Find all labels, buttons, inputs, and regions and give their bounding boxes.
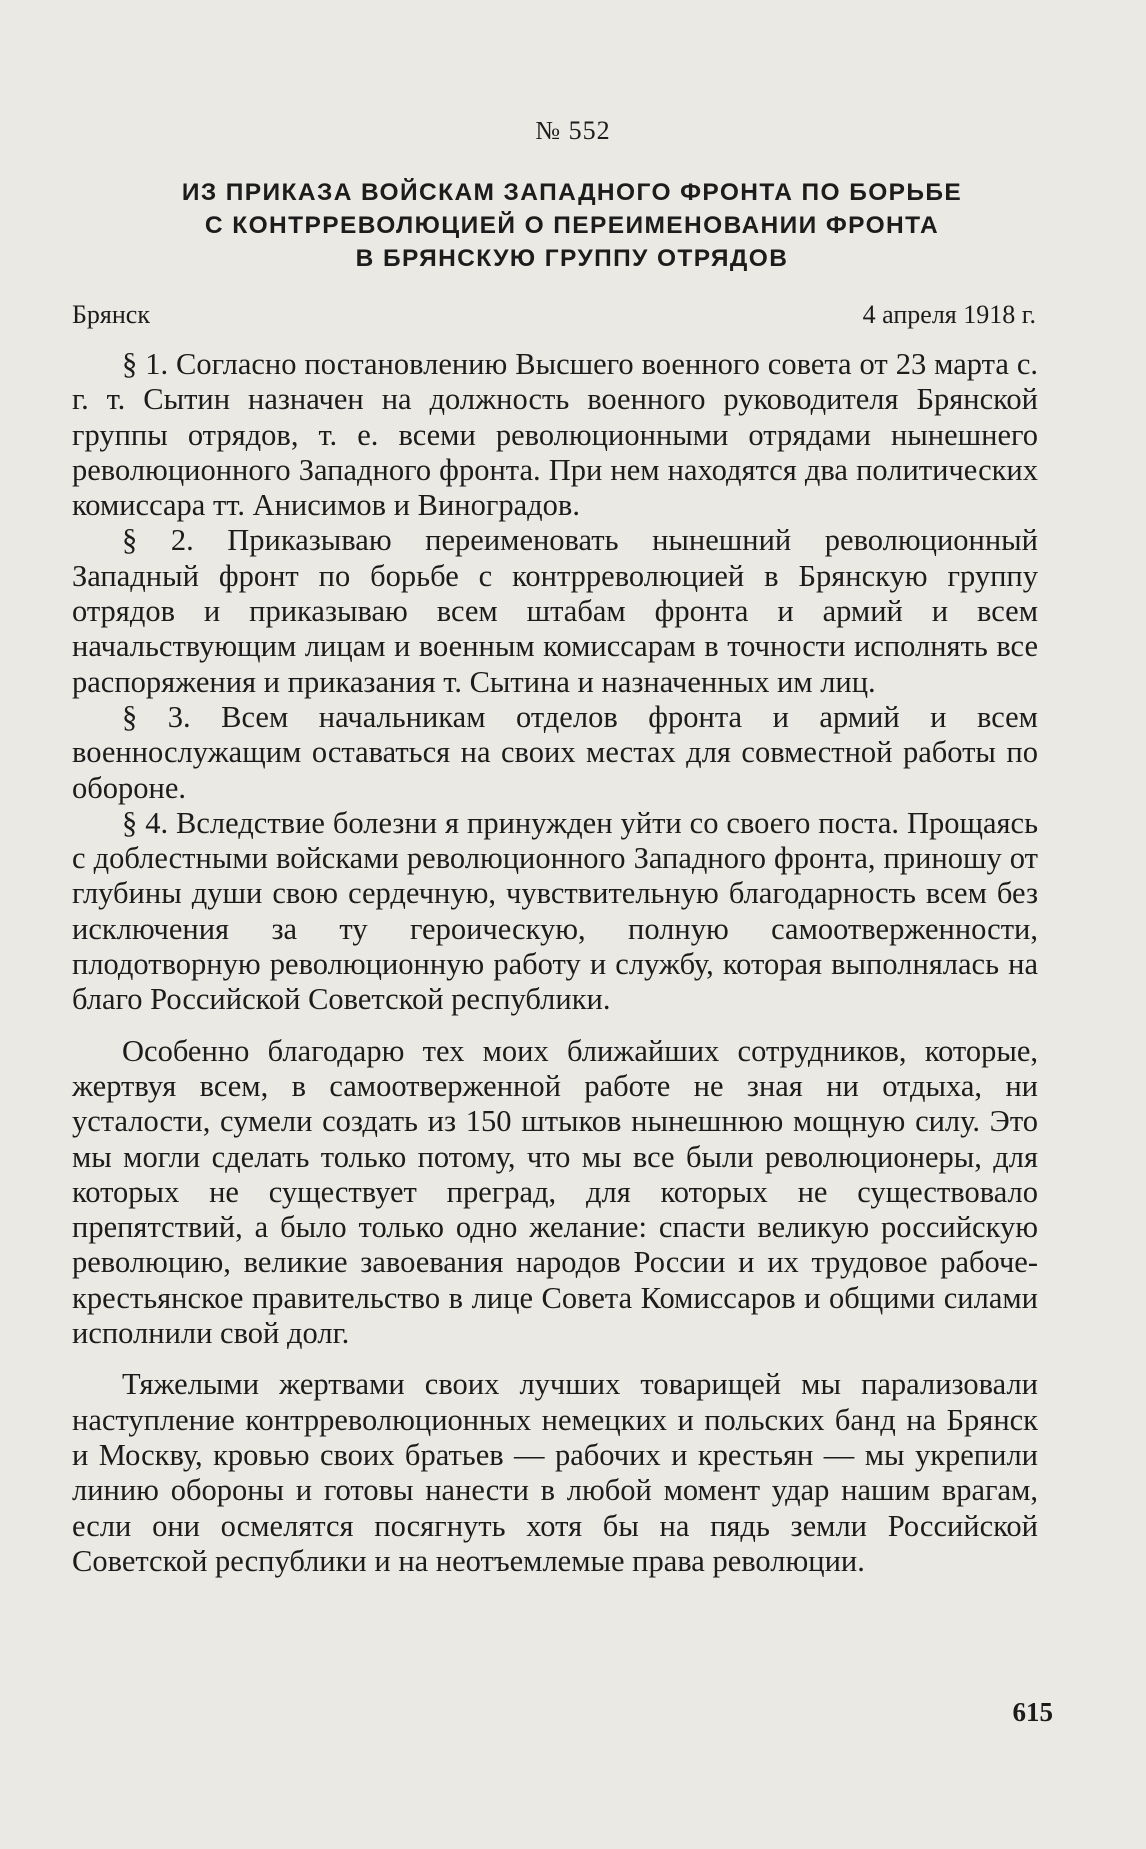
document-date: 4 апреля 1918 г.: [862, 300, 1036, 329]
document-body: [72, 347, 1038, 1579]
title-line: ИЗ ПРИКАЗА ВОЙСКАМ ЗАПАДНОГО ФРОНТА ПО БОРЬБЕ: [181, 179, 963, 206]
document-number: № 552: [535, 116, 611, 145]
paragraph-section-2: § 2. Приказываю переименовать нынешний революционный Западный фронт по борьбе с контрреволюцией в Брянскую группу отрядов и приказываю всем штабам фронта и армий и всем начальствующим лицам и военным комиссарам в точности исполнять все распоряжения и приказания т. Сытина и назначенных им лиц.: [72, 523, 1038, 699]
document-title: [72, 176, 1072, 275]
paragraph-section-3: § 3. Всем начальникам отделов фронта и армий и всем военнослужащим оставаться на своих местах для совместной работы по обороне.: [72, 699, 1038, 805]
paragraph-section-4: § 4. Вследствие болезни я принужден уйти со своего поста. Прощаясь с доблестными войсками революционного Западного фронта, приношу от глубины души свою сердечную, чувствительную благодарность всем без исключения за ту героическую, полную самоотверженности, плодотворную революционную работу и службу, которая выполнялась на благо Российской Советской республики.: [72, 805, 1038, 1017]
paragraph-gratitude: Особенно благодарю тех моих ближайших сотрудников, которые, жертвуя всем, в самоотверженной работе не зная ни отдыха, ни усталости, сумели создать из 150 штыков нынешнюю мощную силу. Это мы могли сделать только потому, что мы все были революционеры, для которых не существует преград, для которых не существовало препятствий, а было только одно желание: спасти великую российскую революцию, великие завоевания народов России и их трудовое рабоче-крестьянское правительство в лице Совета Комиссаров и общими силами исполнили свой долг.: [72, 1033, 1038, 1351]
paragraph-section-1: § 1. Согласно постановлению Высшего военного совета от 23 марта с. г. т. Сытин назначен на должность военного руководителя Брянской группы отрядов, т. е. всеми революционными отрядами нынешнего революционного Западного фронта. При нем находятся два политических комиссара тт. Анисимов и Виноградов.: [72, 347, 1038, 523]
page-number: 615: [1012, 1697, 1053, 1727]
title-line: В БРЯНСКУЮ ГРУППУ ОТРЯДОВ: [355, 245, 789, 272]
title-line: С КОНТРРЕВОЛЮЦИЕЙ О ПЕРЕИМЕНОВАНИИ ФРОНТА: [204, 212, 940, 239]
document-place: Брянск: [72, 300, 150, 329]
paragraph-closing: Тяжелыми жертвами своих лучших товарищей мы парализовали наступление контрреволюционных немецких и польских банд на Брянск и Москву, кровью своих братьев — рабочих и крестьян — мы укрепили линию обороны и готовы нанести в любой момент удар нашим врагам, если они осмелятся посягнуть хотя бы на пядь земли Российской Советской республики и на неотъемлемые права революции.: [72, 1367, 1038, 1578]
